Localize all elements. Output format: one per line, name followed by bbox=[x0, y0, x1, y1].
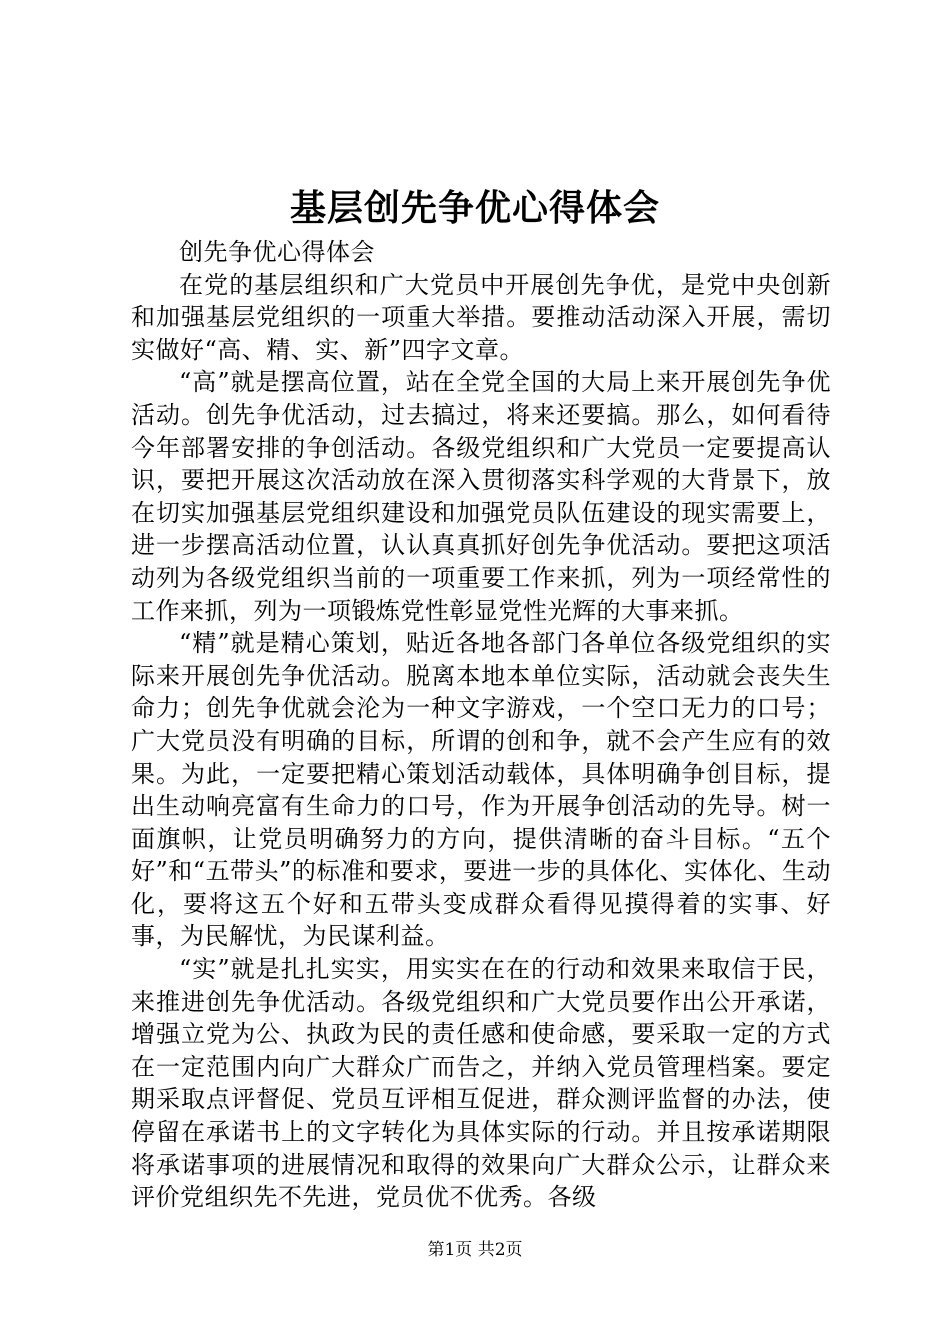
page-number-footer: 第1页 共2页 bbox=[427, 1240, 523, 1260]
paragraph-gao: “高”就是摆高位置，站在全党全国的大局上来开展创先争优活动。创先争优活动，过去搞过，将来还要搞。那么，如何看待今年部署安排的争创活动。各级党组织和广大党员一定要提高认识，要把开展这次活动放在深入贯彻落实科学观的大背景下，放在切实加强基层党组织建设和加强党员队伍建设的现实需要上，进一步摆高活动位置，认认真真抓好创先争优活动。要把这项活动列为各级党组织当前的一项重要工作来抓，列为一项经常性的工作来抓，列为一项锻炼党性彰显党性光辉的大事来抓。 bbox=[131, 368, 831, 625]
paragraph-shi: “实”就是扎扎实实，用实实在在的行动和效果来取信于民，来推进创先争优活动。各级党组织和广大党员要作出公开承诺，增强立党为公、执政为民的责任感和使命感，要采取一定的方式在一定范围内向广大群众广而告之，并纳入党员管理档案。要定期采取点评督促、党员互评相互促进，群众测评监督的办法，使停留在承诺书上的文字转化为具体实际的行动。并且按承诺期限将承诺事项的进展情况和取得的效果向广大群众公示，让群众来评价党组织先不先进，党员优不优秀。各级 bbox=[131, 955, 831, 1212]
paragraph-jing: “精”就是精心策划，贴近各地各部门各单位各级党组织的实际来开展创先争优活动。脱离本地本单位实际，活动就会丧失生命力；创先争优就会沦为一种文字游戏，一个空口无力的口号；广大党员没有明确的目标，所谓的创和争，就不会产生应有的效果。为此，一定要把精心策划活动载体，具体明确争创目标，提出生动响亮富有生命力的口号，作为开展争创活动的先导。树一面旗帜，让党员明确努力的方向，提供清晰的奋斗目标。“五个好”和“五带头”的标准和要求，要进一步的具体化、实体化、生动化，要将这五个好和五带头变成群众看得见摸得着的实事、好事，为民解忧，为民谋利益。 bbox=[131, 629, 831, 951]
paragraph-intro: 在党的基层组织和广大党员中开展创先争优，是党中央创新和加强基层党组织的一项重大举措。要推动活动深入开展，需切实做好“高、精、实、新”四字文章。 bbox=[131, 270, 831, 364]
document-title: 基层创先争优心得体会 bbox=[289, 187, 660, 229]
document-body bbox=[131, 236, 831, 1214]
paragraph-subtitle: 创先争优心得体会 bbox=[179, 238, 375, 266]
